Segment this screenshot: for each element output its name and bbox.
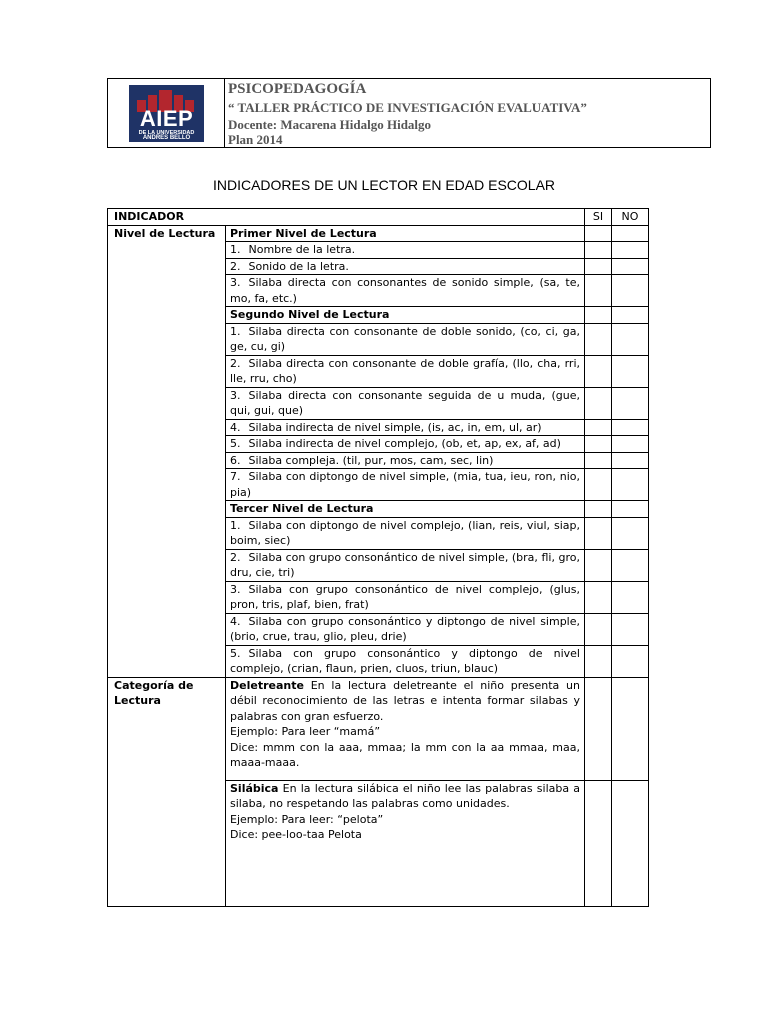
level-heading: Primer Nivel de Lectura bbox=[226, 225, 585, 242]
category-says: Dice: pee-loo-taa Pelota bbox=[230, 828, 362, 841]
indicator-item bbox=[226, 387, 585, 419]
category-term: Silábica bbox=[230, 781, 279, 795]
check-si[interactable] bbox=[585, 275, 612, 307]
logo-subtitle-2: ANDRES BELLO bbox=[142, 135, 191, 141]
table-row bbox=[108, 225, 649, 242]
table-row bbox=[108, 677, 649, 780]
category-silabica bbox=[226, 780, 585, 906]
check-no[interactable] bbox=[612, 549, 649, 581]
item-number: 2. bbox=[230, 550, 241, 564]
check-si[interactable] bbox=[585, 387, 612, 419]
document-header bbox=[107, 78, 711, 148]
check-si[interactable] bbox=[585, 225, 612, 242]
category-example: Ejemplo: Para leer “mamá” bbox=[230, 725, 381, 738]
item-text: Silaba indirecta de nivel complejo, (ob, et, ap, ex, af, ad) bbox=[248, 437, 561, 450]
check-no[interactable] bbox=[612, 355, 649, 387]
check-no[interactable] bbox=[612, 419, 649, 436]
check-no[interactable] bbox=[612, 613, 649, 645]
check-no[interactable] bbox=[612, 501, 649, 518]
indicator-item bbox=[226, 323, 585, 355]
header-indicador: INDICADOR bbox=[108, 209, 585, 226]
level-heading: Segundo Nivel de Lectura bbox=[226, 307, 585, 324]
item-text: Silaba indirecta de nivel simple, (is, ac, in, em, ul, ar) bbox=[248, 420, 542, 434]
item-number: 5. bbox=[230, 437, 241, 450]
indicator-item bbox=[226, 258, 585, 275]
check-si[interactable] bbox=[585, 258, 612, 275]
page-title: INDICADORES DE UN LECTOR EN EDAD ESCOLAR bbox=[212, 177, 556, 193]
check-no[interactable] bbox=[612, 275, 649, 307]
check-no[interactable] bbox=[612, 242, 649, 259]
item-number: 5. bbox=[230, 646, 241, 660]
indicator-item bbox=[226, 645, 585, 677]
item-text: Silaba directa con consonantes de sonido simple, (sa, te, mo, fa, etc.) bbox=[230, 276, 580, 305]
item-text: Silaba directa con consonante seguida de u muda, (gue, qui, gui, que) bbox=[230, 388, 580, 417]
header-si: SI bbox=[585, 209, 612, 226]
check-no[interactable] bbox=[612, 323, 649, 355]
check-no[interactable] bbox=[612, 436, 649, 453]
logo-cell bbox=[108, 79, 225, 147]
indicator-item bbox=[226, 436, 585, 453]
indicator-item bbox=[226, 452, 585, 469]
item-number: 3. bbox=[230, 276, 241, 289]
item-text: Silaba directa con consonante de doble sonido, (co, ci, ga, ge, cu, gi) bbox=[230, 324, 580, 353]
item-text: Silaba directa con consonante de doble grafía, (llo, cha, rri, lle, rru, cho) bbox=[230, 356, 580, 385]
item-text: Silaba con grupo consonántico de nivel simple, (bra, fli, gro, dru, cie, tri) bbox=[230, 550, 580, 579]
logo-subtitle-1: DE LA UNIVERSIDAD bbox=[138, 130, 195, 136]
item-number: 2. bbox=[230, 356, 241, 370]
check-no[interactable] bbox=[612, 387, 649, 419]
indicator-item bbox=[226, 355, 585, 387]
indicator-item bbox=[226, 613, 585, 645]
item-number: 1. bbox=[230, 324, 241, 338]
item-number: 7. bbox=[230, 470, 241, 483]
check-no[interactable] bbox=[612, 225, 649, 242]
category-description: En la lectura silábica el niño lee las palabras silaba a silaba, no respetando las palabras como unidades. bbox=[230, 781, 581, 810]
level-heading: Tercer Nivel de Lectura bbox=[226, 501, 585, 518]
header-teacher: Docente: Macarena Hidalgo Hidalgo bbox=[228, 117, 432, 132]
indicator-item bbox=[226, 469, 585, 501]
table-header-row bbox=[108, 209, 649, 226]
check-si[interactable] bbox=[585, 613, 612, 645]
section-label-nivel: Nivel de Lectura bbox=[108, 225, 226, 677]
indicator-item bbox=[226, 517, 585, 549]
check-si[interactable] bbox=[585, 677, 612, 780]
check-si[interactable] bbox=[585, 780, 612, 906]
header-plan: Plan 2014 bbox=[228, 132, 283, 147]
indicators-table bbox=[107, 208, 649, 907]
item-text: Silaba con diptongo de nivel simple, (mia, tua, ieu, ron, nio, pia) bbox=[230, 470, 580, 499]
check-si[interactable] bbox=[585, 469, 612, 501]
check-si[interactable] bbox=[585, 323, 612, 355]
item-number: 3. bbox=[230, 388, 241, 402]
item-number: 3. bbox=[230, 582, 241, 596]
header-discipline: PSICOPEDAGOGÍA bbox=[228, 81, 367, 97]
check-si[interactable] bbox=[585, 549, 612, 581]
indicator-item bbox=[226, 581, 585, 613]
item-number: 6. bbox=[230, 453, 241, 467]
check-no[interactable] bbox=[612, 780, 649, 906]
indicator-item bbox=[226, 549, 585, 581]
header-course: “ TALLER PRÁCTICO DE INVESTIGACIÓN EVALUATIVA” bbox=[228, 100, 587, 115]
logo-brand: AIEP bbox=[139, 106, 194, 131]
check-no[interactable] bbox=[612, 581, 649, 613]
item-number: 2. bbox=[230, 259, 241, 273]
indicator-item bbox=[226, 275, 585, 307]
check-no[interactable] bbox=[612, 469, 649, 501]
header-no: NO bbox=[612, 209, 649, 226]
item-number: 4. bbox=[230, 614, 241, 628]
item-text: Silaba con diptongo de nivel complejo, (lian, reis, viul, siap, boim, siec) bbox=[230, 518, 580, 547]
check-no[interactable] bbox=[612, 645, 649, 677]
category-deletreante bbox=[226, 677, 585, 780]
item-number: 1. bbox=[230, 518, 241, 532]
item-number: 4. bbox=[230, 420, 241, 434]
section-label-categoria: Categoría de Lectura bbox=[108, 677, 226, 906]
category-term: Deletreante bbox=[230, 678, 304, 692]
item-number: 1. bbox=[230, 243, 241, 256]
category-description: En la lectura deletreante el niño presenta un débil reconocimiento de las letras e intenta formar silabas y palabras con gran esfuerzo. bbox=[230, 678, 580, 723]
item-text: Silaba con grupo consonántico y diptongo de nivel complejo, (crian, flaun, prien, cluos, triun, blauc) bbox=[230, 646, 580, 675]
aiep-logo bbox=[129, 85, 204, 142]
category-says: Dice: mmm con la aaa, mmaa; la mm con la aa mmaa, maa, maaa-maaa. bbox=[230, 740, 580, 769]
check-no[interactable] bbox=[612, 517, 649, 549]
item-text: Silaba con grupo consonántico de nivel complejo, (glus, pron, tris, plaf, bien, frat) bbox=[230, 582, 580, 611]
indicator-item bbox=[226, 419, 585, 436]
item-text: Sonido de la letra. bbox=[248, 259, 349, 273]
item-text: Silaba con grupo consonántico y diptongo de nivel simple, (brio, crue, trau, glio, pleu, drie) bbox=[230, 614, 580, 643]
check-no[interactable] bbox=[612, 307, 649, 324]
category-example: Ejemplo: Para leer: “pelota” bbox=[230, 812, 384, 826]
item-text: Silaba compleja. (til, pur, mos, cam, sec, lin) bbox=[248, 453, 494, 467]
check-si[interactable] bbox=[585, 436, 612, 453]
check-no[interactable] bbox=[612, 677, 649, 780]
indicator-item bbox=[226, 242, 585, 259]
check-si[interactable] bbox=[585, 517, 612, 549]
check-si[interactable] bbox=[585, 242, 612, 259]
check-si[interactable] bbox=[585, 355, 612, 387]
check-no[interactable] bbox=[612, 258, 649, 275]
check-no[interactable] bbox=[612, 452, 649, 469]
check-si[interactable] bbox=[585, 581, 612, 613]
check-si[interactable] bbox=[585, 419, 612, 436]
item-text: Nombre de la letra. bbox=[248, 243, 356, 256]
check-si[interactable] bbox=[585, 452, 612, 469]
check-si[interactable] bbox=[585, 501, 612, 518]
check-si[interactable] bbox=[585, 645, 612, 677]
check-si[interactable] bbox=[585, 307, 612, 324]
